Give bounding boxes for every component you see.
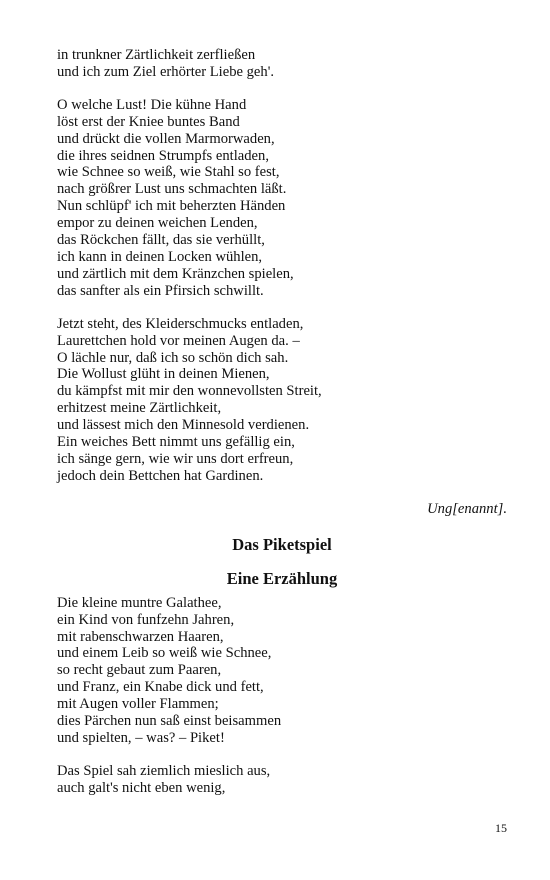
verse-line: O welche Lust! Die kühne Hand <box>57 96 247 113</box>
verse-line: so recht gebaut zum Paaren, <box>57 662 222 679</box>
book-page <box>57 47 507 813</box>
verse-line: und spielten, – was? – Piket! <box>57 730 225 746</box>
verse-line: wie Schnee so weiß, wie Stahl so fest, <box>57 164 280 181</box>
verse-line: Die kleine muntre Galathee, <box>57 594 222 611</box>
poem-body <box>57 595 507 797</box>
verse-line: mit Augen voller Flammen; <box>57 696 219 713</box>
stanza <box>57 97 507 300</box>
stanza <box>57 595 507 747</box>
author-signature: Ung[enannt]. <box>427 500 507 517</box>
verse-line: Das Spiel sah ziemlich mieslich aus, <box>57 762 271 779</box>
verse-line: das Röckchen fällt, das sie verhüllt, <box>57 232 265 249</box>
verse-line: und zärtlich mit dem Kränzchen spielen, <box>57 265 294 282</box>
verse-line: nach größrer Lust uns schmachten läßt. <box>57 181 287 198</box>
verse-line: und lässest mich den Minnesold verdienen. <box>57 417 310 434</box>
verse-line: mit rabenschwarzen Haaren, <box>57 628 224 645</box>
verse-line: und drückt die vollen Marmorwaden, <box>57 130 275 147</box>
stanza <box>57 47 507 81</box>
verse-line: in trunkner Zärtlichkeit zerfließen <box>57 47 256 63</box>
verse-line: und Franz, ein Knabe dick und fett, <box>57 679 264 696</box>
verse-line: löst erst der Kniee buntes Band <box>57 113 240 130</box>
verse-line: auch galt's nicht eben wenig, <box>57 779 226 796</box>
stanza <box>57 763 507 797</box>
verse-line: ein Kind von funfzehn Jahren, <box>57 611 235 628</box>
verse-line: Laurettchen hold vor meinen Augen da. – <box>57 332 300 349</box>
poem-continuation <box>57 47 507 485</box>
verse-line: die ihres seidnen Strumpfs entladen, <box>57 147 269 164</box>
verse-line: Ein weiches Bett nimmt uns gefällig ein, <box>57 434 295 451</box>
poem-subtitle: Eine Erzählung <box>226 568 338 588</box>
verse-line: du kämpfst mit mir den wonnevollsten Streit, <box>57 383 322 400</box>
verse-line: erhitzest meine Zärtlichkeit, <box>57 400 222 417</box>
verse-line: ich sänge gern, wie wir uns dort erfreun, <box>57 450 294 467</box>
stanza <box>57 316 507 485</box>
verse-line: Nun schlüpf' ich mit beherzten Händen <box>57 198 286 215</box>
verse-line: jedoch dein Bettchen hat Gardinen. <box>57 467 264 484</box>
verse-line: empor zu deinen weichen Lenden, <box>57 215 258 232</box>
verse-line: Jetzt steht, des Kleiderschmucks entladen, <box>57 315 304 332</box>
page-number: 15 <box>495 821 507 835</box>
verse-line: dies Pärchen nun saß einst beisammen <box>57 713 282 730</box>
verse-line: ich kann in deinen Locken wühlen, <box>57 248 263 265</box>
poem-title: Das Piketspiel <box>232 534 332 554</box>
verse-line: und ich zum Ziel erhörter Liebe geh'. <box>57 63 274 80</box>
verse-line: Die Wollust glüht in deinen Mienen, <box>57 366 270 383</box>
verse-line: O lächle nur, daß ich so schön dich sah. <box>57 349 289 366</box>
verse-line: das sanfter als ein Pfirsich schwillt. <box>57 282 264 299</box>
verse-line: und einem Leib so weiß wie Schnee, <box>57 645 272 662</box>
